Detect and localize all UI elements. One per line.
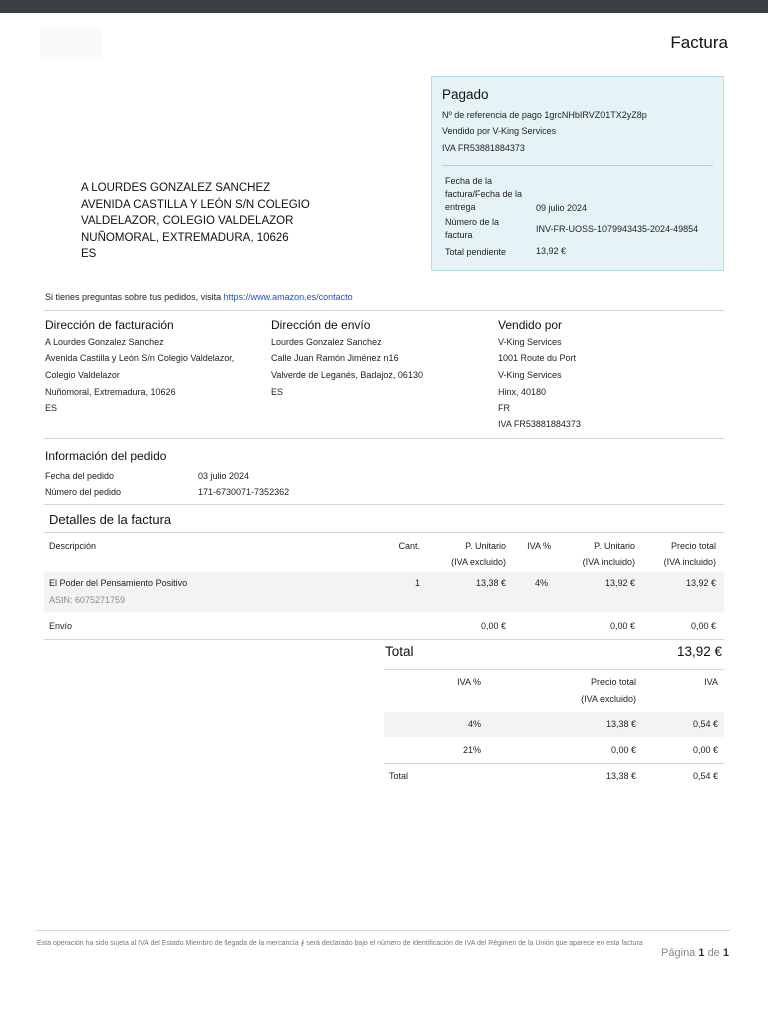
shipping-total: 0,00 € — [690, 621, 716, 631]
top-bar — [0, 0, 768, 13]
shipping-line: Lourdes Gonzalez Sanchez — [271, 337, 382, 347]
contact-line — [45, 292, 353, 302]
billing-address-title: Dirección de facturación — [45, 318, 174, 332]
payment-status: Pagado — [442, 87, 489, 102]
vat-amount: 0,00 € — [692, 745, 718, 755]
divider — [442, 165, 713, 166]
item-name: El Poder del Pensamiento Positivo — [49, 578, 188, 588]
vat-summary-total-label: Total — [389, 771, 409, 781]
shipping-unit-price-excl: 0,00 € — [480, 621, 506, 631]
shipping-line: Valverde de Leganés, Badajoz, 06130 — [271, 370, 423, 380]
page-current: 1 — [698, 947, 705, 959]
order-date-label: Fecha del pedido — [45, 471, 115, 481]
vat-amount: 0,54 € — [692, 719, 718, 729]
billing-line: Avenida Castilla y León S/n Colegio Valdelazor, — [45, 353, 235, 363]
seller-line: V-King Services — [498, 337, 562, 347]
column-header-quantity: Cant. — [398, 541, 420, 551]
pending-value: 13,92 € — [536, 246, 567, 256]
vat-total-excl: 13,38 € — [605, 719, 636, 729]
pending-label: Total pendiente — [445, 247, 507, 257]
item-asin: ASIN: 6075271759 — [49, 595, 126, 605]
invoice-details-title: Detalles de la factura — [49, 512, 172, 527]
shipping-line: ES — [271, 387, 284, 397]
seller-title: Vendido por — [498, 318, 563, 332]
column-header-unit-price-excl: P. Unitario — [465, 541, 506, 551]
item-quantity: 1 — [414, 578, 420, 588]
document-title: Factura — [670, 33, 728, 52]
column-header-description: Descripción — [49, 541, 97, 551]
vat-total-excl: 0,00 € — [610, 745, 636, 755]
shipping-address-title: Dirección de envío — [271, 318, 371, 332]
shipping-line: Calle Juan Ramón Jiménez n16 — [271, 353, 399, 363]
grand-total-label: Total — [385, 644, 414, 659]
divider — [44, 310, 724, 311]
vat-rate: 21% — [462, 745, 481, 755]
billing-line: Nuñomoral, Extremadura, 10626 — [45, 387, 176, 397]
payment-reference: Nº de referencia de pago 1grcNHbIRVZ01TX2yZ8p — [442, 110, 647, 120]
order-number-label: Número del pedido — [45, 487, 122, 497]
sold-by-line: Vendido por V-King Services — [442, 126, 557, 136]
shipping-row-label: Envío — [49, 621, 73, 631]
payment-summary-box — [431, 76, 724, 271]
vat-rate: 4% — [467, 719, 481, 729]
grand-total-value: 13,92 € — [676, 644, 722, 659]
recipient-line: VALDELAZOR, COLEGIO VALDELAZOR — [81, 215, 294, 227]
seller-line: Hinx, 40180 — [498, 387, 547, 397]
column-header-unit-price-incl-note: (IVA incluido) — [582, 557, 635, 567]
order-info-title: Información del pedido — [45, 449, 167, 463]
contact-link[interactable]: https://www.amazon.es/contacto — [223, 292, 353, 302]
seller-line: V-King Services — [498, 370, 562, 380]
recipient-address — [81, 180, 310, 263]
recipient-line: ES — [81, 248, 97, 260]
page-total: 1 — [722, 947, 729, 959]
page-number — [661, 947, 729, 959]
divider — [44, 639, 724, 640]
vat-summary-total-vat: 0,54 € — [692, 771, 718, 781]
footer-legal-note: Esta operación ha sido sujeta al IVA del Estado Miembro de llegada de la mercancía ∮ será declarado bajo el número de identificación de IVA del Régimen de la Unión que aparece en esta factura — [37, 940, 643, 947]
recipient-line: A LOURDES GONZALEZ SANCHEZ — [81, 182, 271, 194]
footer-divider — [36, 930, 730, 931]
column-header-total-note: (IVA incluido) — [663, 557, 716, 567]
seller-line: FR — [498, 403, 510, 413]
item-total: 13,92 € — [685, 578, 716, 588]
column-header-unit-price-excl-note: (IVA excluido) — [451, 557, 506, 567]
recipient-line: AVENIDA CASTILLA Y LEÓN S/N COLEGIO — [81, 198, 310, 211]
column-header-vat: IVA % — [527, 541, 551, 551]
item-unit-price-excl: 13,38 € — [475, 578, 506, 588]
divider — [44, 438, 724, 439]
page-label: Página — [661, 947, 696, 959]
recipient-line: NUÑOMORAL, EXTREMADURA, 10626 — [81, 231, 289, 244]
logo — [40, 27, 102, 59]
divider — [44, 532, 724, 533]
billing-line: A Lourdes Gonzalez Sanchez — [45, 337, 164, 347]
invoice-date-value: 09 julio 2024 — [536, 203, 588, 213]
vat-summary-header-total-note: (IVA excluido) — [581, 694, 636, 704]
vat-summary-header-vat: IVA — [704, 677, 718, 687]
vat-summary-total-excl: 13,38 € — [605, 771, 636, 781]
column-header-total: Precio total — [670, 541, 716, 551]
page-of: de — [707, 947, 720, 959]
billing-line: ES — [45, 403, 58, 413]
billing-line: Colegio Valdelazor — [45, 370, 120, 380]
seller-line: IVA FR53881884373 — [498, 419, 581, 429]
invoice-date-label: Fecha de la factura/Fecha de la entrega — [445, 176, 523, 212]
seller-line: 1001 Route du Port — [498, 353, 577, 363]
divider — [384, 763, 724, 764]
order-date-value: 03 julio 2024 — [198, 471, 250, 481]
item-vat: 4% — [534, 578, 548, 588]
column-header-unit-price-incl: P. Unitario — [594, 541, 635, 551]
divider — [384, 669, 724, 670]
invoice-number-value: INV-FR-UOSS-1079943435-2024-49854 — [536, 224, 699, 234]
item-unit-price-incl: 13,92 € — [604, 578, 635, 588]
shipping-unit-price-incl: 0,00 € — [609, 621, 635, 631]
divider — [44, 504, 724, 505]
vat-number: IVA FR53881884373 — [442, 143, 525, 153]
contact-text: Si tienes preguntas sobre tus pedidos, visita — [45, 292, 222, 302]
vat-summary-header-rate: IVA % — [457, 677, 481, 687]
vat-summary-header-total: Precio total — [590, 677, 636, 687]
invoice-number-label: Número de la factura — [445, 217, 500, 240]
order-number-value: 171-6730071-7352362 — [198, 487, 290, 497]
